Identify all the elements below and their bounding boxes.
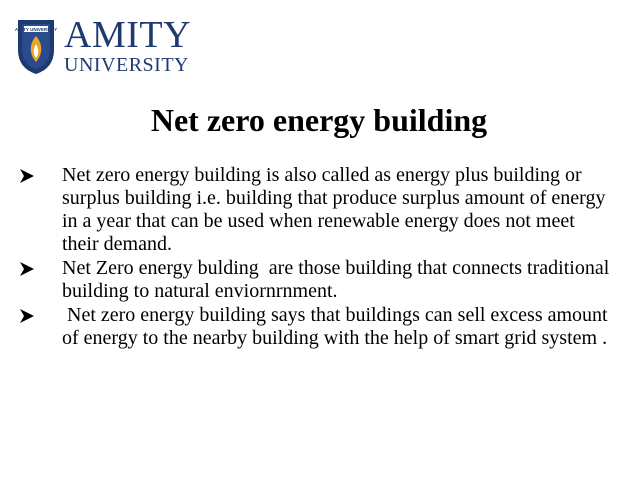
amity-wordmark <box>64 16 191 75</box>
arrowhead-bullet-icon <box>19 308 35 324</box>
brand-subtitle: UNIVERSITY <box>64 54 189 76</box>
slide-title: Net zero energy building <box>150 102 488 138</box>
bullet-item <box>18 304 613 350</box>
bullet-text: Net zero energy building is also called as energy plus building or surplus building i.e. building that produce surplus amount of energy in a year that can be used when renewable energy does not meet their demand. <box>62 164 611 255</box>
arrowhead-bullet-icon <box>19 261 35 277</box>
brand-name: AMITY <box>64 14 192 56</box>
arrowhead-bullet-icon <box>19 168 35 184</box>
amity-logo <box>14 16 204 80</box>
bullet-item <box>18 164 613 256</box>
bullet-text: Net Zero energy bulding are those building that connects traditional building to natural enviornrnment. <box>62 257 615 302</box>
bullet-text: Net zero energy building says that buildings can sell excess amount of energy to the nearby building with the help of smart grid system . <box>62 304 613 349</box>
bullet-list <box>18 164 613 351</box>
amity-crest-icon <box>14 16 58 76</box>
bullet-item <box>18 257 613 303</box>
crest-text: AMITY UNIVERSITY <box>14 27 58 32</box>
